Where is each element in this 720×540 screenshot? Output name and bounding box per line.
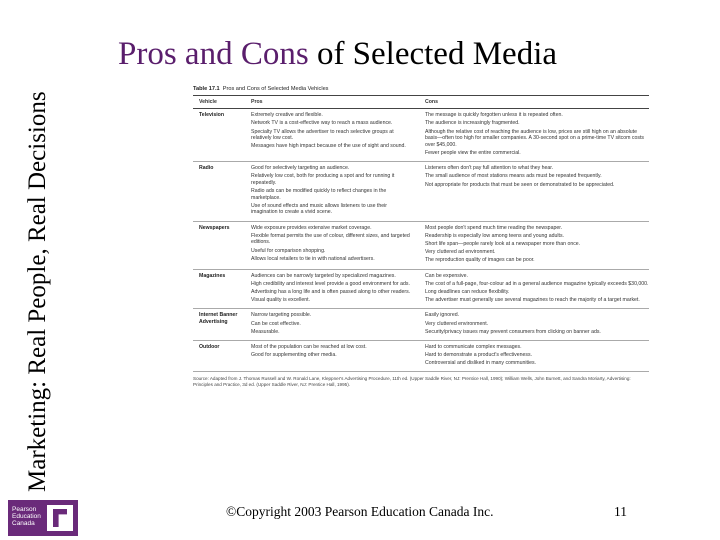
pro-item: Useful for comparison shopping. [251, 247, 326, 254]
vehicle-cell: Internet Banner Advertising [199, 312, 238, 325]
con-item: Most people don't spend much time reading the newspaper. [425, 224, 563, 231]
pro-item: Flexible format permits the use of colour, different sizes, and targeted editions. [251, 232, 410, 246]
page-title [118, 36, 557, 73]
pro-item: Use of sound effects and music allows listeners to use their imagination to create a vivid scene. [251, 202, 387, 216]
con-item: Easily ignored. [425, 312, 460, 319]
pro-item: Measurable. [251, 328, 280, 335]
pro-item: Specialty TV allows the advertiser to reach selective groups at relatively low cost. [251, 128, 394, 142]
pro-item: Good for selectively targeting an audience. [251, 165, 350, 172]
copyright-footer: ©Copyright 2003 Pearson Education Canada Inc. [226, 504, 494, 519]
pro-item: Narrow targeting possible. [251, 312, 312, 319]
vehicle-cell: Radio [199, 165, 214, 172]
table-body [193, 109, 649, 372]
con-item: Not appropriate for products that must be seen or demonstrated to be appreciated. [425, 181, 615, 188]
page-number: 11 [614, 504, 627, 519]
pro-item: Wide exposure provides extensive market coverage. [251, 224, 372, 231]
pros-cell [251, 225, 419, 266]
media-table [193, 86, 649, 388]
vertical-book-title: Marketing: Real People, Real Decisions [24, 91, 51, 492]
pro-item: Network TV is a cost-effective way to reach a mass audience. [251, 120, 393, 127]
header-pros: Pros [251, 98, 263, 105]
table-row [193, 270, 649, 310]
pros-cell [251, 312, 419, 337]
table-caption-text: Pros and Cons of Selected Media Vehicles [222, 86, 329, 92]
publisher-logo [8, 500, 78, 536]
con-item: Hard to demonstrate a product's effectiveness. [425, 352, 533, 359]
pro-item: Visual quality is excellent. [251, 297, 311, 304]
table-row [193, 309, 649, 341]
pro-item: Advertising has a long life and is often passed along to other readers. [251, 288, 411, 295]
table-source: Source: Adapted from J. Thomas Russell and W. Ronald Lane, Kleppner's Advertising Procedure, 11th ed. (Upper Saddle River, NJ: Prentice Hall, 1990); William Wells, John Burnett, and Sandra Moriarty, Advertising: Principles and Practice, 3d ed. (Upper Saddle River, NJ: Prentice Hall, 1995). [193, 376, 631, 388]
con-item: Although the relative cost of reaching the audience is low, prices are still high on an absolute basis—often too high for smaller companies. A 30-second spot on a prime-time TV sitcom costs over $45,000. [425, 128, 645, 148]
cons-cell [419, 312, 649, 337]
left-sidebar [0, 0, 76, 540]
title-rest: of Selected Media [308, 36, 558, 72]
vehicle-cell: Magazines [199, 272, 226, 279]
title-accent: Pros and Cons [118, 36, 309, 72]
table-label: Table 17.1 [193, 86, 220, 92]
con-item: Very cluttered ad environment. [425, 249, 496, 256]
cons-cell [419, 344, 649, 369]
header-vehicle: Vehicle [199, 98, 217, 105]
logo-line: Pearson [12, 506, 37, 513]
cons-cell [419, 225, 649, 266]
pro-item: Can be cost effective. [251, 320, 301, 327]
pros-cell [251, 273, 419, 306]
pro-item: Radio ads can be modified quickly to reflect changes in the marketplace. [251, 188, 387, 201]
con-item: Controversial and disliked in many communities. [425, 360, 537, 367]
table-row [193, 162, 649, 222]
pro-item: Extremely creative and flexible. [251, 112, 323, 119]
table-row [193, 222, 649, 270]
header-cons: Cons [425, 98, 438, 105]
con-item: The reproduction quality of images can be poor. [425, 257, 535, 264]
logo-mark-icon [47, 505, 73, 531]
con-item: The advertiser must generally use several magazines to reach the majority of a target market. [425, 297, 640, 304]
con-item: The audience is increasingly fragmented. [425, 120, 520, 127]
table-row [193, 341, 649, 373]
con-item: The small audience of most stations means ads must be repeated frequently. [425, 173, 602, 180]
con-item: Readership is especially low among teens and young adults. [425, 232, 564, 239]
cons-cell [419, 112, 649, 158]
pro-item: Allows local retailers to tie in with national advertisers. [251, 255, 375, 262]
con-item: The cost of a full-page, four-colour ad in a general audience magazine typically exceeds $30,000. [425, 280, 649, 287]
logo-line: Education [12, 513, 41, 520]
vehicle-cell: Television [199, 112, 224, 119]
con-item: Security/privacy issues may prevent consumers from clicking on banner ads. [425, 328, 601, 335]
logo-line: Canada [12, 520, 35, 527]
vehicle-cell: Outdoor [199, 343, 220, 350]
pros-cell [251, 344, 419, 369]
con-item: Very cluttered environment. [425, 320, 489, 327]
pro-item: High credibility and interest level provide a good environment for ads. [251, 280, 410, 287]
logo-text [12, 506, 42, 527]
vehicle-cell: Newspapers [199, 224, 230, 231]
pros-cell [251, 112, 419, 158]
con-item: Can be expensive. [425, 272, 468, 279]
pro-item: Audiences can be narrowly targeted by specialized magazines. [251, 272, 396, 279]
con-item: Fewer people view the entire commercial. [425, 149, 521, 156]
pros-cell [251, 165, 419, 218]
con-item: The message is quickly forgotten unless it is repeated often. [425, 112, 563, 119]
pro-item: Most of the population can be reached at low cost. [251, 343, 367, 350]
cons-cell [419, 273, 649, 306]
table-caption [193, 86, 649, 93]
table-row [193, 109, 649, 162]
con-item: Listeners often don't pay full attention to what they hear. [425, 165, 554, 172]
pro-item: Relatively low cost, both for producing a spot and for running it repeatedly. [251, 173, 395, 186]
con-item: Long deadlines can reduce flexibility. [425, 288, 510, 295]
pro-item: Messages have high impact because of the use of sight and sound. [251, 143, 406, 150]
cons-cell [419, 165, 649, 218]
con-item: Hard to communicate complex messages. [425, 343, 522, 350]
pro-item: Good for supplementing other media. [251, 352, 337, 359]
con-item: Short life span—people rarely look at a newspaper more than once. [425, 241, 581, 248]
table-header [193, 96, 649, 110]
